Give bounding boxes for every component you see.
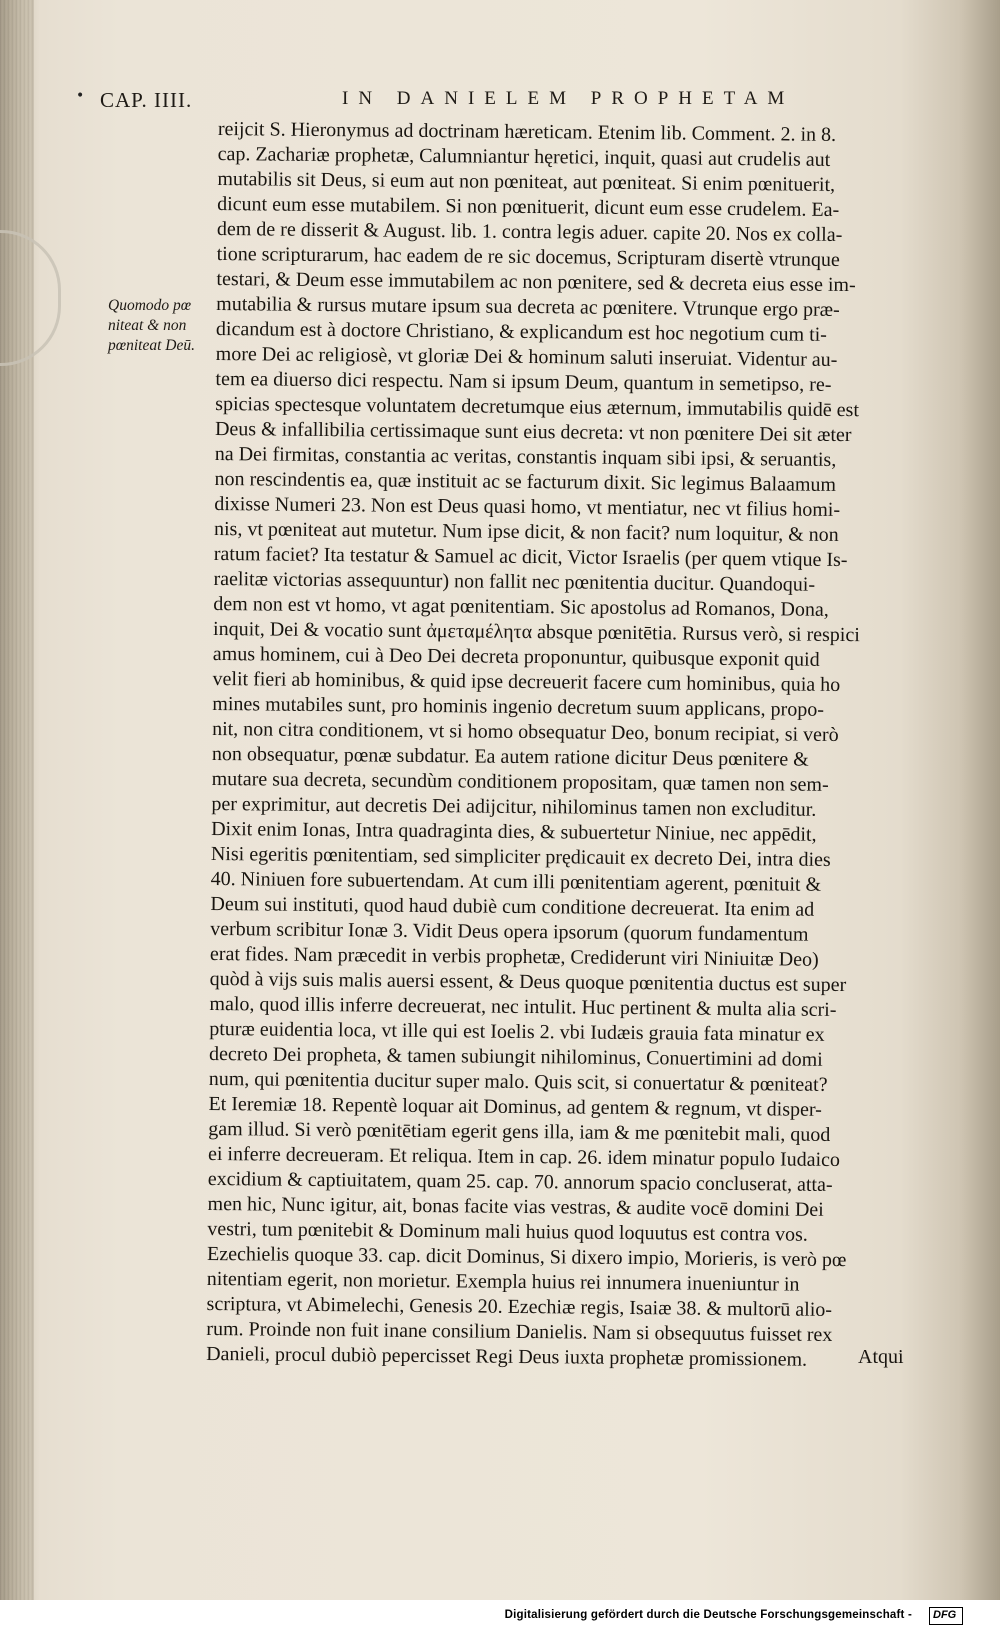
catchword: Atqui (858, 1346, 904, 1368)
text-line: Deus & infallibilia certissimaque sunt eius decreta: vt non pœnitere Dei sit æter (214, 417, 852, 447)
text-line: vestri, tum pœnitebit & Dominum mali huius quod loquutus est contra vos. (207, 1217, 808, 1246)
text-line: Danieli, procul dubiò pepercisset Regi Deus iuxta prophetæ promissionem. (206, 1342, 808, 1371)
digitization-credit: Digitalisierung gefördert durch die Deutsche Forschungsgemeinschaft - (504, 1609, 912, 1621)
text-line: Deum sui instituti, quod haud dubiè cum conditione decreuerat. Ita enim ad (210, 892, 815, 921)
marginal-line: Quomodo pœ (108, 297, 192, 314)
text-line: mines mutabiles sunt, pro hominis ingenio decretum suum applicans, propo- (212, 692, 825, 721)
text-line: excidium & captiuitatem, quam 25. cap. 70. annorum spacio concluserat, atta- (207, 1167, 833, 1196)
marginal-note (108, 296, 213, 356)
text-line: mutare sua decreta, secundùm conditionem propositam, quæ tamen non sem- (211, 767, 829, 796)
text-line: non obsequatur, pœnæ subdatur. Ea autem ratione dicitur Deus pœnitere & (211, 742, 809, 771)
paper-clip (0, 230, 61, 366)
text-line: decreto Dei propheta, & tamen subiungit nihilominus, Conuertimini ad domi (208, 1042, 823, 1071)
running-title: IN DANIELEM PROPHETAM (342, 88, 795, 109)
text-line: nis, vt pœniteat aut mutetur. Num ipse dicit, & non facit? num loquitur, & non (213, 517, 839, 546)
text-line: Ezechielis quoque 33. cap. dicit Dominus, Si dixero impio, Morieris, is verò pœ (206, 1242, 847, 1272)
text-line: 40. Niniuen fore subuertendam. At cum illi pœnitentiam agerent, pœnituit & (210, 867, 822, 896)
text-line: amus hominem, cui à Deo Dei decreta proponuntur, quibusque exponit quid (212, 642, 820, 671)
text-line: ei inferre decreueram. Et reliqua. Item in cap. 26. idem minatur populo Iudaico (207, 1142, 841, 1172)
text-line: verbum scribitur Ionæ 3. Vidit Deus opera ipsorum (quorum fundamentum (210, 917, 809, 946)
body-text (206, 117, 938, 1374)
text-line: ratum faciet? Ita testatur & Samuel ac dicit, Victor Israelis (per quem vtique Is- (213, 542, 848, 572)
text-line: Et Ieremiæ 18. Repentè loquar ait Dominus, ad gentem & regnum, vt disper- (208, 1092, 822, 1121)
text-line: cap. Zachariæ prophetæ, Calumniantur hęretici, inquit, quasi aut crudelis aut (217, 142, 831, 171)
dfg-logo (929, 1607, 963, 1625)
text-line: erat fides. Nam præcedit in verbis prophetæ, Crediderunt viri Niniuitæ Deo) (209, 942, 819, 971)
text-line: raelitæ victorias assequuntur) non fallit nec pœnitentia ducitur. Quandoqui- (213, 567, 816, 596)
text-line: men hic, Nunc igitur, ait, bonas facite vias vestras, & audite vocē domini Dei (207, 1192, 824, 1221)
text-line: quòd à vijs suis malis auersi essent, & Deus quoque pœnitentia ductus est super (209, 967, 847, 997)
chapter-label: CAP. IIII. (100, 88, 193, 112)
text-line: dixisse Numeri 23. Non est Deus quasi homo, vt mentiatur, nec vt filius homi- (214, 492, 841, 521)
text-line: dicunt eum esse mutabilem. Si non pœnituerit, dicunt eum esse crudelem. Ea- (217, 192, 840, 221)
text-line: testari, & Deum esse immutabilem ac non pœnitere, sed & decreta eius esse im- (216, 267, 856, 297)
text-line: dem de re disserit & August. lib. 1. contra legis aduer. capite 20. Nos ex colla- (216, 217, 843, 246)
text-line: Nisi egeritis pœnitentiam, sed simpliciter prędicauit ex decreto Dei, intra dies (210, 842, 831, 871)
text-line: non rescindentis ea, quæ instituit ac se facturum dixit. Sic legimus Balaamum (214, 467, 837, 496)
text-line: mutabilis sit Deus, si eum aut non pœniteat, aut pœniteat. Si enim pœnituerit, (217, 167, 836, 196)
running-head (100, 88, 890, 118)
text-line: nitentiam egerit, non morietur. Exempla huius rei innumera inueniuntur in (206, 1267, 800, 1296)
marginal-line: pœniteat Deū. (108, 337, 195, 354)
text-line: nit, non citra conditionem, vt si homo obsequatur Deo, bonum recipiat, si verò (212, 717, 839, 746)
text-line: velit fieri ab hominibus, & quid ipse decreuerit facere cum hominibus, quia ho (212, 667, 841, 696)
text-line: per exprimitur, aut decretis Dei adijcitur, nihilominus tamen non excluditur. (211, 792, 817, 821)
text-line: scriptura, vt Abimelechi, Genesis 20. Ezechiæ regis, Isaiæ 38. & multorū alio- (206, 1292, 833, 1321)
text-line: na Dei firmitas, constantia ac veritas, constantis inquam sibi ipsi, & seruantis, (214, 442, 837, 471)
text-line: dem non est vt homo, vt agat pœnitentiam. Sic apostolus ad Romanos, Dona, (213, 592, 829, 621)
text-line: num, qui pœnitentia ducitur super malo. Quis scit, si conuertatur & pœniteat? (208, 1067, 828, 1096)
text-line: inquit, Dei & vocatio sunt ἀμεταμέλητα absque pœnitētia. Rursus verò, si respici (212, 617, 860, 647)
ink-dot: • (76, 88, 85, 104)
text-line: Dixit enim Ionas, Intra quadraginta dies, & subuertetur Niniue, nec appēdit, (211, 817, 817, 846)
text-line: tione scripturarum, hac eadem de re sic docemus, Scripturam disertè vtrunque (216, 242, 840, 271)
text-line: rum. Proinde non fuit inane consilium Danielis. Nam si obsequutus fuisset rex (206, 1317, 833, 1346)
text-line: tem ea diuerso dici respectu. Nam si ipsum Deum, quantum in semetipso, re- (215, 367, 832, 396)
text-line: reijcit S. Hieronymus ad doctrinam hæreticam. Etenim lib. Comment. 2. in 8. (217, 117, 837, 146)
text-line: malo, quod illis inferre decreuerat, nec intulit. Huc pertinent & multa alia scri- (209, 992, 837, 1021)
dfg-logo-text: DFG (933, 1609, 957, 1621)
text-line: more Dei ac religiosè, vt gloriæ Dei & hominum saluti inseruiat. Videntur au- (215, 342, 838, 371)
text-line: dicandum est à doctore Christiano, & explicandum est hoc negotium cum ti- (215, 317, 828, 346)
text-line: pturæ euidentia loca, vt ille qui est Ioelis 2. vbi Iudæis grauia fata minatur ex (209, 1017, 825, 1046)
text-line: gam illud. Si verò pœnitētiam egerit gens illa, iam & me pœnitebit mali, quod (208, 1117, 831, 1146)
text-line: spicias spectesque voluntatem decretumque eius æternum, immutabilis quidē est (215, 392, 860, 422)
text-line: mutabilia & rursus mutare ipsum sua decreta ac pœnitere. Vtrunque ergo præ- (216, 292, 840, 321)
marginal-line: niteat & non (108, 317, 187, 334)
